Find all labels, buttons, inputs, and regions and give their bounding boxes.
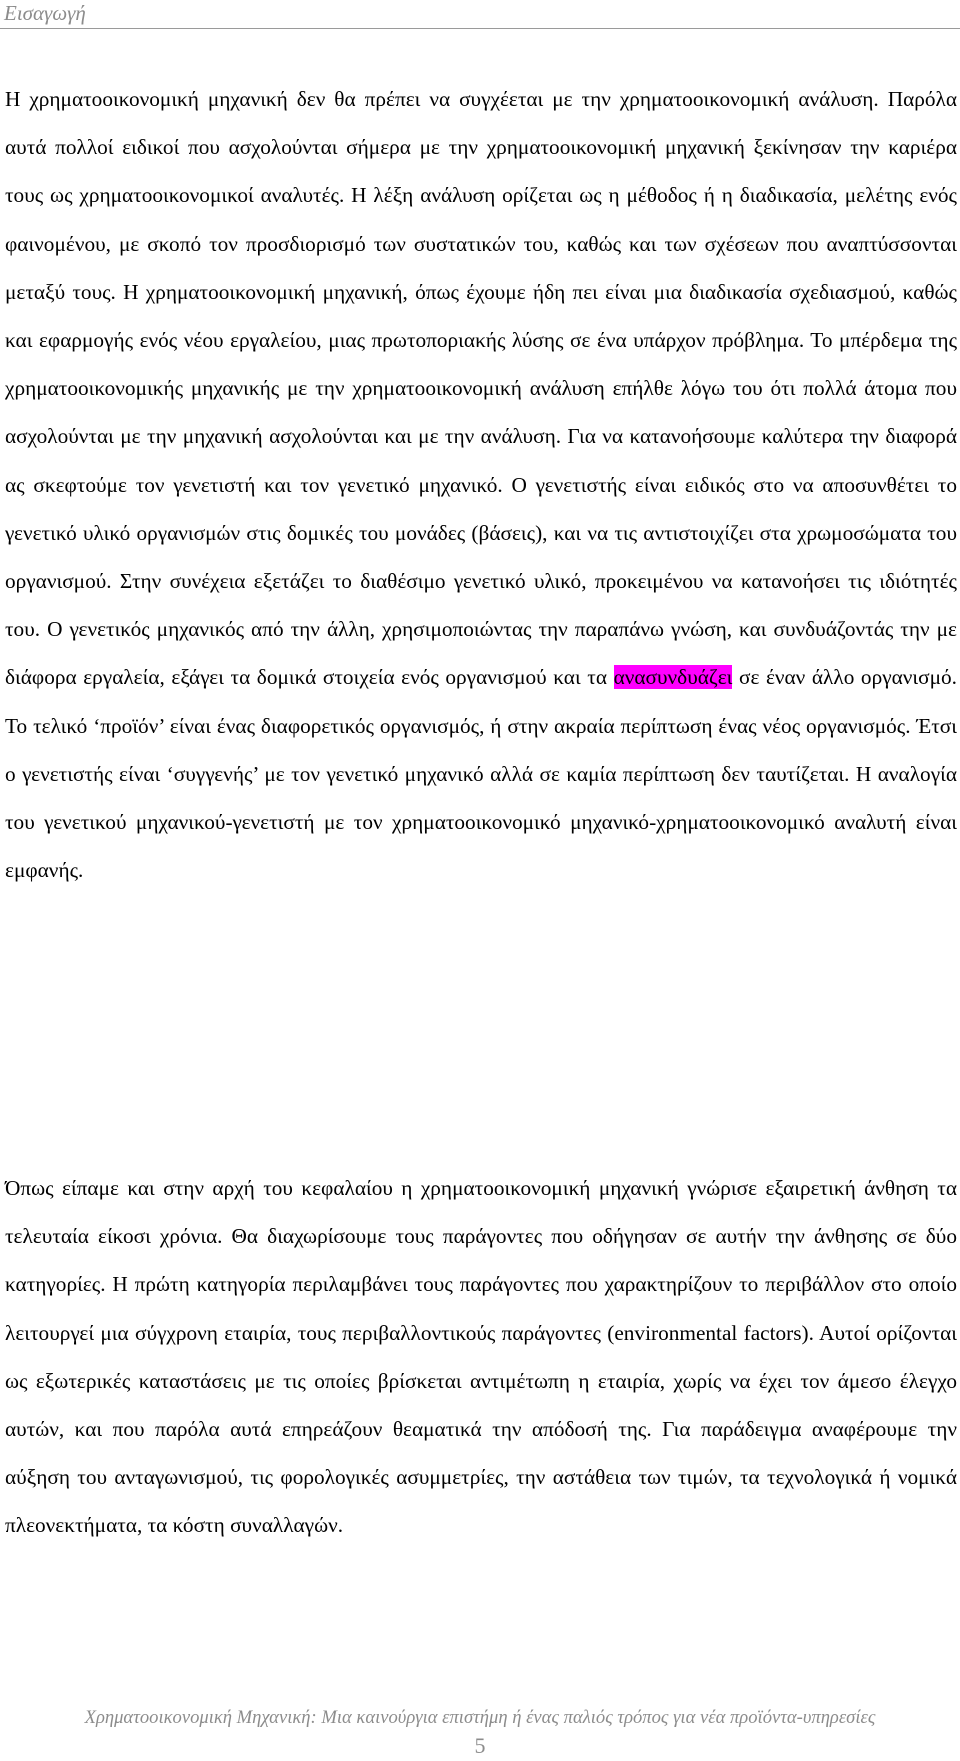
highlighted-word: ανασυνδυάζει bbox=[613, 665, 733, 690]
paragraph-1-text-end: σε έναν άλλο οργανισμό. Το τελικό ‘προϊόν’ είναι ένας διαφορετικός οργανισμός, ή στην ακραία περίπτωση ένας νέος οργανισμός. Έτσι ο γενετιστής είναι ‘συγγενής’ με τον γενετικό μηχανικό αλλά σε καμία περίπτωση δεν ταυτίζεται. Η αναλογία του γενετικού μηχανικού-γενετιστή με τον χρηματοοικονομικό μηχανικό-χρηματοοικονομικό αναλυτή είναι εμφανής. bbox=[5, 665, 957, 883]
paragraph-1-text-start: Η χρηματοοικονομική μηχανική δεν θα πρέπει να συγχέεται με την χρηματοοικονομική ανάλυση. Παρόλα αυτά πολλοί ειδικοί που ασχολούνται σήμερα με την χρηματοοικονομική μηχανική ξεκίνησαν την καριέρα τους ως χρηματοοικονομικοί αναλυτές. Η λέξη ανάλυση ορίζεται ως η μέθοδος ή η διαδικασία, μελέτης ενός φαινομένου, με σκοπό τον προσδιορισμό των συστατικών του, καθώς και των σχέσεων που αναπτύσσονται μεταξύ τους. Η χρηματοοικονομική μηχανική, όπως έχουμε ήδη πει είναι μια διαδικασία σχεδιασμού, καθώς και εφαρμογής ενός νέου εργαλείου, μιας πρωτοποριακής λύσης σε ένα υπάρχον πρόβλημα. Το μπέρδεμα της χρηματοοικονομικής μηχανικής με την χρηματοοικονομική ανάλυση επήλθε λόγω του ότι πολλά άτομα που ασχολούνται με την μηχανική ασχολούνται και με την ανάλυση. Για να κατανοήσουμε καλύτερα την διαφορά ας σκεφτούμε τον γενετιστή και τον γενετικό μηχανικό. Ο γενετιστής είναι ειδικός στο να αποσυνθέτει το γενετικό υλικό οργανισμών στις δομικές του μονάδες (βάσεις), και να τις αντιστοιχίζει στα χρωμοσώματα του οργανισμού. Στην συνέχεια εξετάζει το διαθέσιμο γενετικό υλικό, προκειμένου να κατανοήσει τις ιδιότητές του. Ο γενετικός μηχανικός από την άλλη, χρησιμοποιώντας την παραπάνω γνώση, και συνδυάζοντάς την με διάφορα εργαλεία, εξάγει τα δομικά στοιχεία ενός οργανισμού και τα bbox=[5, 87, 957, 690]
header-divider bbox=[0, 28, 960, 29]
page-number: 5 bbox=[474, 1733, 486, 1758]
running-footer: Χρηματοοικονομική Μηχανική: Μια καινούργια επιστήμη ή ένας παλιός τρόπος για νέα προϊόντα-υπηρεσίες bbox=[84, 1707, 876, 1728]
running-header: Εισαγωγή bbox=[4, 1, 86, 25]
body-paragraph-2: Όπως είπαμε και στην αρχή του κεφαλαίου η χρηματοοικονομική μηχανική γνώρισε εξαιρετική άνθηση τα τελευταία είκοσι χρόνια. Θα διαχωρίσουμε τους παράγοντες που οδήγησαν σε αυτήν την άνθησης σε δύο κατηγορίες. Η πρώτη κατηγορία περιλαμβάνει τους παράγοντες που χαρακτηρίζουν το περιβάλλον στο οποίο λειτουργεί μια σύγχρονη εταιρία, τους περιβαλλοντικούς παράγοντες (environmental factors). Αυτοί ορίζονται ως εξωτερικές καταστάσεις με τις οποίες βρίσκεται αντιμέτωπη η εταιρία, χωρίς να έχει τον άμεσο έλεγχο αυτών, και που παρόλα αυτά επηρεάζουν θεαματικά την απόδοσή της. Για παράδειγμα αναφέρουμε την αύξηση του ανταγωνισμού, τις φορολογικές ασυμμετρίες, την αστάθεια των τιμών, τα τεχνολογικά ή νομικά πλεονεκτήματα, τα κόστη συναλλαγών. bbox=[5, 1176, 957, 1538]
body-paragraph-1 bbox=[5, 75, 957, 894]
